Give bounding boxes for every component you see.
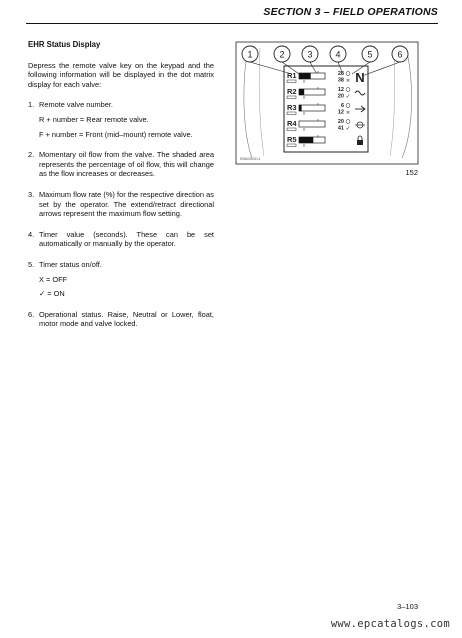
figure-code: SS6C001H-1 (240, 157, 261, 161)
list-item-text: Momentary oil flow from the valve. The shaded area represents the percentage of oil flow, this will change as the flow increases or decreases. (39, 150, 214, 179)
list-item-subline: F + number = Front (mid–mount) remote valve. (39, 129, 193, 139)
list-item-number: 2. (28, 150, 35, 160)
flow-bar-fill (299, 137, 313, 143)
section-heading: EHR Status Display (28, 40, 101, 49)
list-item-body (39, 230, 214, 249)
list-item-subline: X = OFF (39, 274, 68, 284)
flow-bar-outline (299, 121, 325, 127)
list-item (28, 230, 214, 249)
list-item-number: 3. (28, 189, 35, 199)
figure-number: 152 (405, 168, 418, 177)
intro-paragraph: Depress the remote valve key on the keypad and the following information will be displayed in the dot matrix display for each valve: (28, 60, 214, 89)
valve-label: R1 (287, 71, 297, 80)
list-item (28, 260, 214, 299)
list-item-subline: R + number = Rear remote valve. (39, 114, 149, 124)
list-item-number: 1. (28, 100, 35, 110)
list-item-text: Remote valve number. (39, 100, 113, 110)
ehr-display-figure (234, 40, 420, 166)
list-item-text: Operational status. Raise, Neutral or Lower, float, motor mode and valve locked. (39, 309, 214, 329)
timer-status-mark: × (345, 78, 351, 84)
list-item-text: Timer status on/off. (39, 259, 102, 269)
list-item-body (39, 190, 214, 219)
list-item-text: Maximum flow rate (%) for the respective direction as set by the operator. The extend/retract directional arrows represent the maximum flow setting. (39, 189, 214, 219)
callout-label: 2 (279, 49, 285, 60)
valve-label: R2 (287, 87, 297, 96)
max-flow-value: 6 (340, 103, 344, 109)
callout-label: 6 (397, 49, 403, 60)
text-column (28, 40, 214, 340)
neutral-status-letter: N (355, 70, 365, 85)
callout-label: 4 (335, 49, 341, 60)
section-title-header: SECTION 3 – FIELD OPERATIONS (263, 6, 438, 18)
list-item-number: 5. (28, 259, 35, 269)
callout-label: 3 (307, 49, 313, 60)
list-item-subline: ✓ = ON (39, 289, 65, 299)
timer-value: 12 (337, 109, 344, 116)
flow-bar-fill (299, 73, 311, 79)
list-item (28, 100, 214, 139)
list-item-body (39, 150, 214, 179)
timer-status-mark: ✓ (345, 94, 351, 100)
watermark: www.epcatalogs.com (330, 618, 450, 630)
page-number: 3–103 (397, 602, 418, 611)
list-item-number: 4. (28, 229, 35, 239)
timer-value: 41 (337, 125, 344, 132)
valve-label: R4 (287, 119, 297, 128)
timer-value: 38 (337, 77, 344, 84)
max-flow-value: 28 (337, 71, 344, 77)
page-header (26, 6, 438, 22)
timer-value: 20 (337, 93, 344, 100)
item-list (28, 100, 214, 329)
list-item (28, 150, 214, 179)
list-item-number: 6. (28, 309, 35, 319)
timer-status-mark: ✓ (345, 126, 351, 132)
list-item-body (39, 100, 214, 139)
ehr-display-illustration (234, 40, 420, 166)
valve-label: R5 (287, 135, 297, 144)
padlock-icon (357, 140, 363, 145)
header-rule (26, 23, 438, 24)
list-item (28, 190, 214, 219)
flow-bar-outline (299, 105, 325, 111)
callout-label: 5 (367, 49, 373, 60)
list-item-text: Timer value (seconds). These can be set automatically or manually by the operator. (39, 229, 214, 249)
flow-bar-fill (299, 89, 304, 95)
flow-bar-fill (299, 105, 302, 111)
list-item (28, 310, 214, 329)
max-flow-value: 12 (337, 87, 344, 93)
list-item-body (39, 310, 214, 329)
valve-label: R3 (287, 103, 297, 112)
timer-status-mark: × (345, 110, 351, 116)
list-item-body (39, 260, 214, 299)
max-flow-value: 20 (337, 119, 344, 125)
callout-label: 1 (247, 49, 253, 60)
